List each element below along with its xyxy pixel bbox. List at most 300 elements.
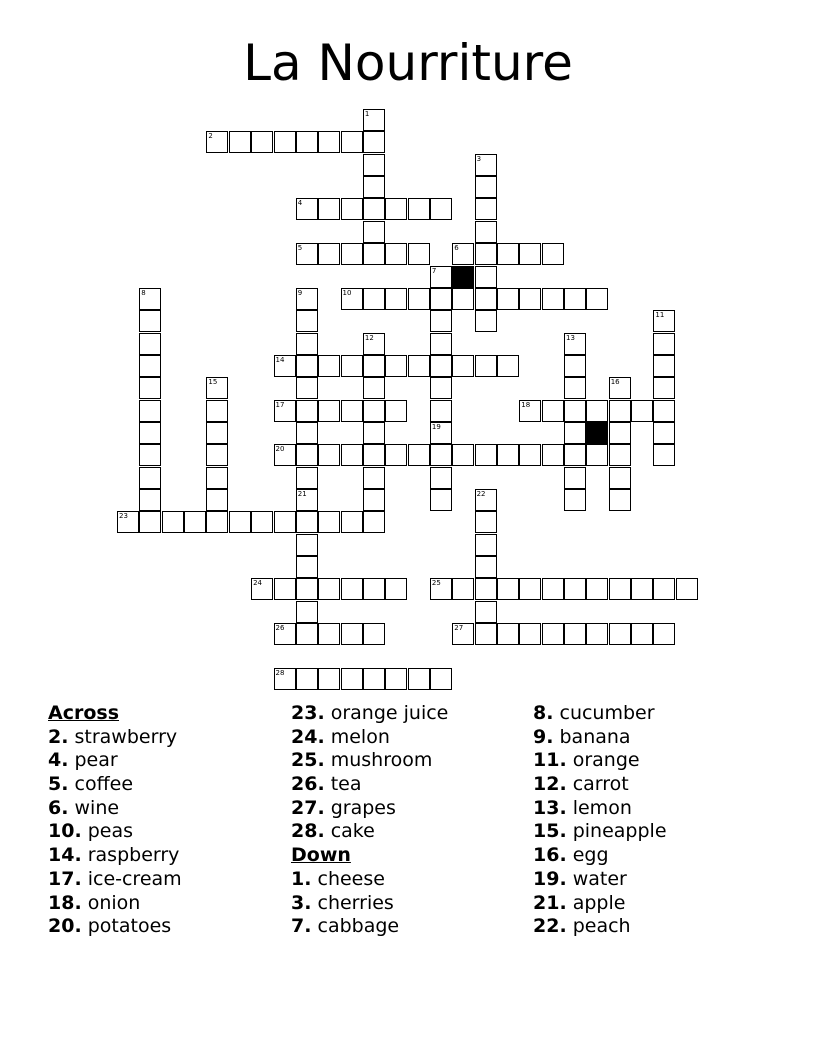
- grid-cell[interactable]: [274, 623, 296, 645]
- grid-cell[interactable]: [296, 355, 318, 377]
- grid-cell[interactable]: [586, 444, 608, 466]
- grid-cell[interactable]: [653, 310, 675, 332]
- grid-cell[interactable]: [475, 489, 497, 511]
- grid-cell[interactable]: [609, 444, 631, 466]
- clue-number-label: 15.: [533, 820, 567, 843]
- grid-cell[interactable]: [251, 578, 273, 600]
- clue-number-label: 24.: [291, 725, 325, 748]
- grid-cell[interactable]: [430, 578, 452, 600]
- clue-number-label: 9.: [533, 725, 554, 748]
- grid-cell[interactable]: [318, 623, 340, 645]
- grid-cell[interactable]: [564, 333, 586, 355]
- grid-cell[interactable]: [542, 444, 564, 466]
- clue-column-3: [533, 702, 667, 939]
- grid-cell[interactable]: [296, 377, 318, 399]
- grid-cell[interactable]: [139, 333, 161, 355]
- across-clue: [291, 773, 448, 797]
- clue-number: 18: [521, 400, 531, 409]
- grid-cell[interactable]: [296, 511, 318, 533]
- grid-cell[interactable]: [296, 444, 318, 466]
- grid-cell[interactable]: [519, 400, 541, 422]
- grid-cell[interactable]: [586, 400, 608, 422]
- grid-cell[interactable]: [609, 377, 631, 399]
- clue-text: orange juice: [330, 702, 449, 724]
- grid-cell[interactable]: [609, 489, 631, 511]
- grid-cell[interactable]: [139, 310, 161, 332]
- grid-cell[interactable]: [542, 400, 564, 422]
- clue-number-label: 11.: [533, 749, 567, 772]
- grid-cell[interactable]: [430, 333, 452, 355]
- across-clue: [48, 868, 182, 892]
- grid-cell[interactable]: [564, 422, 586, 444]
- grid-cell[interactable]: [430, 400, 452, 422]
- grid-cell[interactable]: [296, 534, 318, 556]
- clue-number: 15: [208, 378, 218, 387]
- grid-cell[interactable]: [430, 377, 452, 399]
- grid-cell[interactable]: [653, 400, 675, 422]
- grid-cell[interactable]: [162, 511, 184, 533]
- grid-cell[interactable]: [475, 243, 497, 265]
- clue-number-label: 20.: [48, 915, 82, 938]
- clue-text: potatoes: [87, 915, 172, 938]
- grid-cell[interactable]: [452, 243, 474, 265]
- clue-number: 13: [566, 333, 575, 342]
- clue-number-label: 23.: [291, 702, 325, 724]
- grid-cell[interactable]: [206, 422, 228, 444]
- across-clue: [48, 749, 182, 773]
- clue-number: 2: [208, 132, 213, 141]
- grid-cell[interactable]: [385, 444, 407, 466]
- grid-cell[interactable]: [676, 578, 698, 600]
- down-clue: [533, 749, 667, 773]
- grid-cell[interactable]: [341, 668, 363, 690]
- grid-cell[interactable]: [564, 489, 586, 511]
- grid-cell[interactable]: [318, 355, 340, 377]
- grid-cell[interactable]: [139, 377, 161, 399]
- grid-cell[interactable]: [341, 288, 363, 310]
- grid-cell[interactable]: [363, 444, 385, 466]
- down-clue: [533, 915, 667, 939]
- grid-cell[interactable]: [430, 467, 452, 489]
- grid-cell[interactable]: [475, 154, 497, 176]
- grid-cell[interactable]: [475, 266, 497, 288]
- down-clue: [291, 892, 448, 916]
- across-clue: [48, 892, 182, 916]
- across-clue: [291, 749, 448, 773]
- clue-text: cake: [330, 820, 375, 843]
- grid-cell[interactable]: [363, 243, 385, 265]
- grid-cell[interactable]: [363, 623, 385, 645]
- grid-cell[interactable]: [475, 444, 497, 466]
- grid-cell[interactable]: [296, 310, 318, 332]
- grid-cell[interactable]: [139, 400, 161, 422]
- grid-cell[interactable]: [341, 243, 363, 265]
- grid-cell[interactable]: [542, 288, 564, 310]
- clue-text: grapes: [330, 796, 396, 819]
- grid-cell[interactable]: [363, 489, 385, 511]
- grid-cell[interactable]: [385, 243, 407, 265]
- grid-cell[interactable]: [609, 422, 631, 444]
- grid-cell[interactable]: [430, 489, 452, 511]
- grid-cell[interactable]: [206, 400, 228, 422]
- grid-cell[interactable]: [475, 601, 497, 623]
- down-clue: [533, 820, 667, 844]
- grid-cell[interactable]: [385, 578, 407, 600]
- down-clue: [533, 844, 667, 868]
- grid-cell[interactable]: [363, 377, 385, 399]
- grid-cell[interactable]: [139, 489, 161, 511]
- clue-number-label: 17.: [48, 867, 82, 890]
- across-clue: [48, 797, 182, 821]
- grid-cell[interactable]: [363, 355, 385, 377]
- grid-cell[interactable]: [430, 668, 452, 690]
- grid-cell[interactable]: [430, 422, 452, 444]
- clue-number-label: 16.: [533, 844, 567, 867]
- grid-cell[interactable]: [430, 266, 452, 288]
- clue-number-label: 6.: [48, 796, 69, 819]
- grid-cell[interactable]: [653, 578, 675, 600]
- grid-cell[interactable]: [519, 578, 541, 600]
- grid-cell[interactable]: [318, 243, 340, 265]
- clue-number-label: 10.: [48, 820, 82, 843]
- grid-cell[interactable]: [653, 422, 675, 444]
- grid-cell[interactable]: [229, 131, 251, 153]
- grid-cell[interactable]: [564, 400, 586, 422]
- clue-column-2: [291, 702, 448, 939]
- clue-number: 27: [454, 624, 464, 633]
- grid-cell[interactable]: [296, 489, 318, 511]
- grid-cell[interactable]: [653, 333, 675, 355]
- clue-number-label: 2.: [48, 725, 69, 748]
- grid-cell[interactable]: [139, 511, 161, 533]
- grid-cell[interactable]: [206, 131, 228, 153]
- grid-cell[interactable]: [296, 243, 318, 265]
- grid-cell[interactable]: [609, 578, 631, 600]
- grid-cell[interactable]: [519, 623, 541, 645]
- down-clue: [533, 702, 667, 726]
- clue-number-label: 13.: [533, 796, 567, 819]
- grid-cell[interactable]: [274, 511, 296, 533]
- clue-number: 9: [297, 288, 303, 297]
- grid-cell[interactable]: [296, 467, 318, 489]
- grid-cell[interactable]: [497, 288, 519, 310]
- clue-number: 8: [141, 288, 146, 297]
- grid-cell[interactable]: [475, 221, 497, 243]
- grid-cell[interactable]: [475, 198, 497, 220]
- clue-number: 4: [297, 199, 303, 208]
- clue-text: mushroom: [330, 749, 433, 772]
- grid-cell[interactable]: [363, 109, 385, 131]
- clue-number: 6: [454, 244, 459, 253]
- grid-cell[interactable]: [139, 444, 161, 466]
- grid-cell[interactable]: [363, 333, 385, 355]
- grid-cell[interactable]: [385, 400, 407, 422]
- grid-cell[interactable]: [542, 243, 564, 265]
- clue-number-label: 21.: [533, 891, 567, 914]
- grid-cell[interactable]: [497, 578, 519, 600]
- clue-text: lemon: [572, 796, 632, 819]
- puzzle-title: La Nourriture: [243, 34, 573, 92]
- grid-cell[interactable]: [274, 444, 296, 466]
- clue-text: egg: [572, 844, 609, 867]
- grid-cell[interactable]: [363, 668, 385, 690]
- across-clue: [48, 844, 182, 868]
- grid-cell[interactable]: [564, 377, 586, 399]
- clue-text: cheese: [317, 867, 385, 890]
- grid-cell[interactable]: [341, 355, 363, 377]
- grid-cell[interactable]: [296, 333, 318, 355]
- grid-cell[interactable]: [497, 243, 519, 265]
- grid-cell[interactable]: [139, 467, 161, 489]
- across-clue: [291, 702, 448, 726]
- grid-cell[interactable]: [430, 310, 452, 332]
- grid-cell[interactable]: [296, 400, 318, 422]
- grid-cell[interactable]: [318, 578, 340, 600]
- grid-cell[interactable]: [542, 623, 564, 645]
- across-clue: [48, 915, 182, 939]
- grid-cell[interactable]: [251, 131, 273, 153]
- clue-text: melon: [330, 725, 390, 748]
- clue-text: pear: [74, 749, 118, 772]
- clue-number-label: 22.: [533, 915, 567, 938]
- clue-text: raspberry: [87, 844, 180, 867]
- grid-cell[interactable]: [452, 355, 474, 377]
- grid-cell[interactable]: [475, 310, 497, 332]
- grid-cell[interactable]: [564, 444, 586, 466]
- grid-cell[interactable]: [318, 511, 340, 533]
- grid-cell[interactable]: [631, 578, 653, 600]
- grid-cell[interactable]: [363, 467, 385, 489]
- grid-cell[interactable]: [519, 444, 541, 466]
- grid-cell[interactable]: [139, 422, 161, 444]
- grid-cell[interactable]: [363, 422, 385, 444]
- clue-number: 1: [364, 110, 370, 118]
- grid-cell[interactable]: [519, 243, 541, 265]
- grid-cell[interactable]: [653, 377, 675, 399]
- clue-text: banana: [559, 725, 631, 748]
- down-clue: [533, 797, 667, 821]
- across-clue: [291, 820, 448, 844]
- clue-number-label: 19.: [533, 867, 567, 890]
- clue-number: 3: [476, 154, 482, 163]
- grid-cell[interactable]: [363, 198, 385, 220]
- grid-cell[interactable]: [206, 489, 228, 511]
- grid-cell[interactable]: [296, 578, 318, 600]
- grid-cell[interactable]: [206, 444, 228, 466]
- grid-cell[interactable]: [296, 601, 318, 623]
- grid-cell[interactable]: [653, 623, 675, 645]
- across-clue: [291, 726, 448, 750]
- grid-cell[interactable]: [341, 511, 363, 533]
- grid-cell[interactable]: [274, 400, 296, 422]
- grid-cell[interactable]: [475, 534, 497, 556]
- grid-cell[interactable]: [430, 288, 452, 310]
- grid-cell[interactable]: [318, 131, 340, 153]
- grid-cell[interactable]: [430, 198, 452, 220]
- grid-cell[interactable]: [139, 355, 161, 377]
- grid-cell[interactable]: [363, 578, 385, 600]
- grid-cell[interactable]: [318, 400, 340, 422]
- grid-cell[interactable]: [609, 623, 631, 645]
- grid-cell[interactable]: [408, 243, 430, 265]
- clue-number: 5: [297, 244, 303, 253]
- grid-cell[interactable]: [385, 668, 407, 690]
- grid-cell[interactable]: [408, 288, 430, 310]
- grid-cell[interactable]: [475, 556, 497, 578]
- grid-cell[interactable]: [274, 355, 296, 377]
- grid-cell[interactable]: [475, 176, 497, 198]
- across-clue: [48, 726, 182, 750]
- grid-cell[interactable]: [341, 623, 363, 645]
- clue-text: ice-cream: [87, 867, 182, 890]
- across-clue: [48, 820, 182, 844]
- grid-cell[interactable]: [408, 668, 430, 690]
- grid-cell[interactable]: [363, 511, 385, 533]
- grid-cell[interactable]: [564, 467, 586, 489]
- grid-cell[interactable]: [139, 288, 161, 310]
- across-clue: [48, 773, 182, 797]
- grid-cell[interactable]: [363, 131, 385, 153]
- clue-number-label: 7.: [291, 915, 312, 938]
- clue-number: 17: [275, 400, 285, 409]
- grid-cell[interactable]: [363, 288, 385, 310]
- grid-cell[interactable]: [452, 288, 474, 310]
- grid-cell[interactable]: [586, 623, 608, 645]
- grid-cell[interactable]: [296, 422, 318, 444]
- grid-cell[interactable]: [497, 355, 519, 377]
- grid-cell[interactable]: [385, 355, 407, 377]
- clue-text: carrot: [572, 773, 629, 796]
- grid-cell[interactable]: [475, 511, 497, 533]
- clue-column-1: [48, 702, 182, 939]
- grid-cell[interactable]: [341, 400, 363, 422]
- grid-cell[interactable]: [206, 467, 228, 489]
- grid-cell[interactable]: [653, 444, 675, 466]
- down-clue: [533, 726, 667, 750]
- grid-cell[interactable]: [452, 578, 474, 600]
- grid-cell[interactable]: [475, 355, 497, 377]
- grid-cell[interactable]: [318, 198, 340, 220]
- clue-number: 25: [431, 579, 441, 588]
- grid-cell[interactable]: [296, 131, 318, 153]
- clue-number: 22: [476, 490, 486, 498]
- grid-cell[interactable]: [519, 288, 541, 310]
- grid-cell[interactable]: [363, 154, 385, 176]
- clue-number: 7: [431, 266, 437, 275]
- clue-text: strawberry: [74, 725, 178, 748]
- clue-number-label: 12.: [533, 773, 567, 796]
- grid-cell[interactable]: [296, 198, 318, 220]
- clue-number-label: 25.: [291, 749, 325, 772]
- clue-number-label: 28.: [291, 820, 325, 843]
- grid-cell[interactable]: [475, 623, 497, 645]
- clue-number: 23: [119, 512, 128, 521]
- grid-cell[interactable]: [497, 623, 519, 645]
- clue-text: water: [572, 867, 627, 890]
- grid-cell[interactable]: [274, 578, 296, 600]
- grid-cell[interactable]: [296, 623, 318, 645]
- grid-cell[interactable]: [296, 288, 318, 310]
- grid-cell[interactable]: [452, 623, 474, 645]
- clue-text: peas: [87, 820, 134, 843]
- grid-cell[interactable]: [564, 355, 586, 377]
- across-heading: Across: [48, 702, 120, 724]
- grid-cell[interactable]: [408, 444, 430, 466]
- grid-cell[interactable]: [274, 668, 296, 690]
- grid-cell[interactable]: [229, 511, 251, 533]
- down-clue: [533, 892, 667, 916]
- grid-cell[interactable]: [609, 400, 631, 422]
- down-clue: [533, 868, 667, 892]
- grid-cell[interactable]: [653, 355, 675, 377]
- black-square: [452, 266, 474, 288]
- grid-cell[interactable]: [341, 131, 363, 153]
- grid-cell[interactable]: [274, 131, 296, 153]
- clue-number-label: 3.: [291, 891, 312, 914]
- grid-cell[interactable]: [631, 400, 653, 422]
- grid-cell[interactable]: [341, 198, 363, 220]
- grid-cell[interactable]: [341, 444, 363, 466]
- grid-cell[interactable]: [475, 288, 497, 310]
- across-clue: [291, 797, 448, 821]
- clue-number-label: 5.: [48, 773, 69, 796]
- grid-cell[interactable]: [408, 355, 430, 377]
- grid-cell[interactable]: [363, 176, 385, 198]
- grid-cell[interactable]: [497, 444, 519, 466]
- grid-cell[interactable]: [452, 444, 474, 466]
- grid-cell[interactable]: [296, 556, 318, 578]
- clue-text: pineapple: [572, 820, 667, 843]
- grid-cell[interactable]: [206, 511, 228, 533]
- clue-text: cucumber: [559, 702, 655, 724]
- grid-cell[interactable]: [586, 578, 608, 600]
- grid-cell[interactable]: [385, 288, 407, 310]
- clue-text: coffee: [74, 773, 134, 796]
- grid-cell[interactable]: [430, 355, 452, 377]
- grid-cell[interactable]: [564, 578, 586, 600]
- clue-number: 21: [297, 490, 307, 498]
- grid-cell[interactable]: [609, 467, 631, 489]
- grid-cell[interactable]: [385, 198, 407, 220]
- grid-cell[interactable]: [586, 288, 608, 310]
- down-clue: [291, 915, 448, 939]
- clue-number-label: 8.: [533, 702, 554, 724]
- clue-number: 16: [610, 378, 620, 387]
- grid-cell[interactable]: [296, 668, 318, 690]
- grid-cell[interactable]: [341, 578, 363, 600]
- grid-cell[interactable]: [318, 444, 340, 466]
- clue-number: 10: [342, 288, 352, 297]
- grid-cell[interactable]: [564, 623, 586, 645]
- grid-cell[interactable]: [631, 623, 653, 645]
- grid-cell[interactable]: [251, 511, 273, 533]
- grid-cell[interactable]: [564, 288, 586, 310]
- grid-cell[interactable]: [363, 221, 385, 243]
- grid-cell[interactable]: [475, 578, 497, 600]
- clue-text: orange: [572, 749, 640, 772]
- grid-cell[interactable]: [363, 400, 385, 422]
- grid-cell[interactable]: [206, 377, 228, 399]
- black-square: [586, 422, 608, 444]
- grid-cell[interactable]: [542, 578, 564, 600]
- grid-cell[interactable]: [430, 444, 452, 466]
- grid-cell[interactable]: [184, 511, 206, 533]
- clue-number-label: 27.: [291, 796, 325, 819]
- clue-number-label: 26.: [291, 773, 325, 796]
- grid-cell[interactable]: [117, 511, 139, 533]
- grid-cell[interactable]: [408, 198, 430, 220]
- grid-cell[interactable]: [318, 668, 340, 690]
